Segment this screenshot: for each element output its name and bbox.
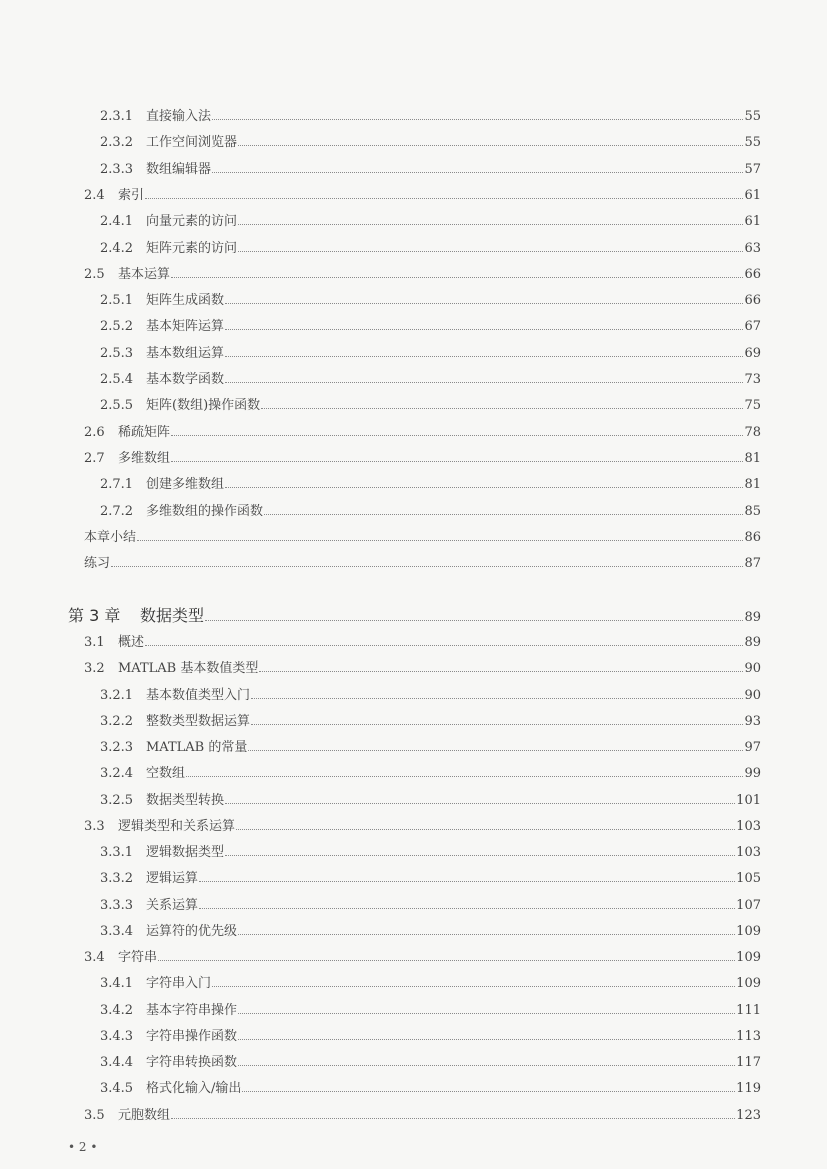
toc-entry [84, 529, 761, 547]
toc-entry-number: 第 3 章 [68, 606, 121, 625]
toc-entry [100, 1028, 761, 1046]
toc-entry-number: 2.5.2 [100, 319, 134, 335]
toc-entry [84, 634, 761, 652]
toc-entry-title: 字符串入门 [146, 976, 212, 992]
dot-leader [236, 829, 735, 830]
toc-entry-title: 运算符的优先级 [146, 923, 238, 939]
toc-entry-page: 119 [736, 1081, 761, 1097]
dot-leader [225, 382, 743, 383]
toc-entry-page: 85 [744, 503, 761, 519]
toc-entry-number: 3.2.5 [100, 792, 134, 808]
toc-entry-title: 基本数值类型入门 [146, 687, 251, 703]
toc-entry-number: 3.2.3 [100, 740, 134, 755]
toc-entry-title: 数据类型 [140, 606, 205, 625]
toc-entry-number: 3.2.4 [100, 766, 134, 782]
toc-entry-title: 字符串操作函数 [146, 1028, 238, 1044]
toc-entry-number: 2.5.3 [100, 345, 134, 361]
toc-entry [100, 844, 761, 862]
toc-entry-page: 113 [736, 1028, 761, 1044]
toc-entry [100, 476, 761, 494]
toc-entry-page: 117 [736, 1055, 761, 1070]
toc-entry-title: 基本字符串操作 [146, 1002, 238, 1018]
toc-entry-page: 101 [736, 792, 761, 808]
toc-entry [84, 660, 761, 678]
toc-entry-page: 61 [744, 214, 761, 230]
dot-leader [199, 908, 735, 909]
toc-entry-number: 2.7.1 [100, 477, 134, 493]
dot-leader [238, 224, 743, 225]
toc-entry-title: 逻辑运算 [146, 871, 199, 887]
dot-leader [238, 1039, 735, 1040]
toc-entry-number: 3.3.4 [100, 923, 134, 939]
toc-entry-number: 2.3.1 [100, 109, 134, 124]
toc-entry-page: 103 [736, 845, 761, 860]
toc-entry-number: 2.6 [84, 424, 105, 440]
toc-entry-page: 105 [736, 871, 761, 887]
toc-entry-title: 稀疏矩阵 [118, 424, 171, 440]
dot-leader [238, 1065, 735, 1066]
toc-entry-number: 2.7.2 [100, 503, 134, 519]
toc-entry-title: 逻辑类型和关系运算 [118, 818, 236, 834]
toc-entry [100, 713, 761, 731]
toc-entry-page: 90 [744, 687, 761, 703]
dot-leader [225, 303, 743, 304]
toc-entry-title: 工作空间浏览器 [146, 135, 238, 151]
toc-entry [84, 424, 761, 442]
toc-entry-page: 67 [744, 319, 761, 335]
toc-entry-title: 矩阵(数组)操作函数 [146, 398, 261, 414]
toc-entry-title: 字符串 [118, 950, 158, 965]
toc-entry-number: 3.4.2 [100, 1002, 134, 1018]
toc-entry-title: 基本运算 [118, 266, 171, 282]
toc-entry-title: 基本数组运算 [146, 345, 225, 361]
toc-entry-page: 107 [736, 897, 761, 913]
toc-entry-number: 3.3.1 [100, 845, 134, 860]
toc-entry-number: 3.3 [84, 818, 105, 834]
toc-entry-page: 69 [744, 345, 761, 361]
toc-entry [100, 923, 761, 941]
toc-entry-page: 90 [744, 661, 761, 677]
toc-entry-number: 2.4.2 [100, 240, 134, 256]
toc-entry-page: 86 [744, 529, 761, 545]
dot-leader [145, 645, 743, 646]
toc-entry [100, 1054, 761, 1072]
toc-entry-page: 109 [736, 976, 761, 992]
dot-leader [264, 514, 743, 515]
dot-leader [238, 251, 743, 252]
toc-entry-page: 73 [744, 372, 761, 387]
toc-entry-number: 2.4.1 [100, 214, 134, 230]
toc-entry-number: 3.2.1 [100, 687, 134, 703]
dot-leader [158, 960, 735, 961]
toc-entry-number: 3.3.2 [100, 871, 134, 887]
dot-leader [225, 356, 743, 357]
dot-leader [238, 934, 735, 935]
dot-leader [186, 776, 743, 777]
toc-entry-number: 2.5 [84, 266, 105, 282]
toc-entry-page: 61 [744, 187, 761, 203]
toc-entry-number: 2.3.3 [100, 161, 134, 177]
toc-entry-page: 93 [744, 713, 761, 729]
toc-entry-number: 2.5.1 [100, 293, 134, 309]
toc-entry-number: 3.4.3 [100, 1028, 134, 1044]
toc-entry-page: 97 [744, 740, 761, 755]
toc-entry-number: 3.3.3 [100, 897, 134, 913]
dot-leader [205, 620, 743, 621]
toc-entry-title: 练习 [84, 556, 111, 572]
dot-leader [251, 724, 743, 725]
toc-entry-page: 81 [744, 477, 761, 493]
toc-entry-page: 55 [744, 135, 761, 151]
toc-entry [100, 1080, 761, 1098]
toc-entry [100, 739, 761, 757]
toc-entry-page: 57 [744, 161, 761, 177]
toc-entry [100, 345, 761, 363]
toc-entry-number: 3.4.5 [100, 1081, 134, 1097]
dot-leader [212, 172, 743, 173]
toc-entry-page: 78 [744, 424, 761, 440]
dot-leader [225, 329, 743, 330]
toc-entry [84, 266, 761, 284]
toc-entry-number: 2.5.4 [100, 372, 134, 387]
toc-entry-title: 整数类型数据运算 [146, 713, 251, 729]
toc-entry [84, 450, 761, 468]
dot-leader [251, 698, 743, 699]
dot-leader [212, 119, 743, 120]
toc-entry-page: 87 [744, 556, 761, 572]
toc-entry-page: 66 [744, 266, 761, 282]
toc-entry [100, 765, 761, 783]
toc-entry-page: 66 [744, 293, 761, 309]
toc-entry [84, 949, 761, 967]
toc-entry-title: 逻辑数据类型 [146, 845, 225, 860]
toc-entry-page: 109 [736, 923, 761, 939]
toc-entry-title: 空数组 [146, 766, 186, 782]
toc-chapter-entry [68, 607, 761, 627]
toc-entry-title: 关系运算 [146, 897, 199, 913]
toc-entry [100, 134, 761, 152]
toc-entry-title: 多维数组 [118, 450, 171, 466]
dot-leader [137, 540, 743, 541]
toc-entry [100, 240, 761, 258]
toc-entry-number: 2.3.2 [100, 135, 134, 151]
toc-entry-page: 75 [744, 398, 761, 414]
toc-entry-title: 索引 [118, 187, 145, 203]
toc-entry-title: 多维数组的操作函数 [146, 503, 264, 519]
toc-entry [84, 555, 761, 573]
toc-entry [100, 975, 761, 993]
toc-entry-title: 元胞数组 [118, 1107, 171, 1123]
toc-entry-page: 81 [744, 450, 761, 466]
toc-entry-page: 123 [736, 1107, 761, 1123]
toc-entry [100, 1002, 761, 1020]
dot-leader [238, 145, 743, 146]
dot-leader [225, 855, 735, 856]
toc-entry-number: 3.1 [84, 635, 105, 650]
toc-entry-page: 63 [744, 240, 761, 256]
toc-entry-number: 3.5 [84, 1107, 105, 1123]
dot-leader [261, 408, 743, 409]
dot-leader [111, 566, 743, 567]
toc-entry-title: 字符串转换函数 [146, 1055, 238, 1070]
toc-entry-page: 89 [744, 635, 761, 650]
dot-leader [242, 1091, 735, 1092]
toc-entry-title: MATLAB 基本数值类型 [118, 661, 259, 677]
toc-entry [100, 397, 761, 415]
toc-entry-title: 创建多维数组 [146, 477, 225, 493]
toc-entry-title: 数组编辑器 [146, 161, 212, 177]
toc-entry [100, 870, 761, 888]
dot-leader [171, 277, 743, 278]
toc-entry-page: 111 [736, 1002, 761, 1018]
toc-entry [100, 503, 761, 521]
toc-entry-title: 直接输入法 [146, 109, 212, 124]
toc-entry-title: 本章小结 [84, 529, 137, 545]
dot-leader [259, 671, 743, 672]
page-number: • 2 • [68, 1140, 98, 1154]
toc-entry-title: 基本数学函数 [146, 372, 225, 387]
dot-leader [171, 435, 743, 436]
toc-entry [84, 187, 761, 205]
toc-entry-title: 数据类型转换 [146, 792, 225, 808]
toc-entry-page: 55 [744, 109, 761, 124]
toc-entry-number: 3.2 [84, 661, 105, 677]
toc-entry [100, 213, 761, 231]
toc-entry-title: 基本矩阵运算 [146, 319, 225, 335]
dot-leader [145, 198, 743, 199]
toc-entry [100, 687, 761, 705]
toc-entry-number: 3.4 [84, 950, 105, 965]
dot-leader [238, 1013, 735, 1014]
toc-entry [84, 1107, 761, 1125]
toc-entry [100, 371, 761, 389]
toc-entry-title: 格式化输入/输出 [146, 1081, 242, 1097]
toc-entry-title: MATLAB 的常量 [146, 740, 248, 755]
toc-entry [100, 108, 761, 126]
dot-leader [171, 461, 743, 462]
toc-entry-title: 概述 [118, 635, 145, 650]
dot-leader [225, 487, 743, 488]
dot-leader [171, 1118, 735, 1119]
toc-entry-page: 103 [736, 818, 761, 834]
toc-entry [100, 792, 761, 810]
toc-entry-title: 向量元素的访问 [146, 214, 238, 230]
toc-entry [100, 161, 761, 179]
dot-leader [225, 803, 735, 804]
toc-entry-page: 89 [744, 610, 761, 625]
dot-leader [248, 750, 743, 751]
toc-entry-page: 99 [744, 766, 761, 782]
toc-entry-number: 2.4 [84, 187, 105, 203]
dot-leader [212, 986, 735, 987]
toc-entry [100, 292, 761, 310]
toc-entry-title: 矩阵生成函数 [146, 293, 225, 309]
toc-entry-number: 3.4.4 [100, 1055, 134, 1070]
toc-entry-number: 3.4.1 [100, 976, 134, 992]
toc-entry-page: 109 [736, 950, 761, 965]
toc-entry-number: 3.2.2 [100, 713, 134, 729]
toc-entry-number: 2.5.5 [100, 398, 134, 414]
toc-entry-number: 2.7 [84, 450, 105, 466]
dot-leader [199, 881, 735, 882]
toc-entry-title: 矩阵元素的访问 [146, 240, 238, 256]
toc-entry [84, 818, 761, 836]
toc-entry [100, 318, 761, 336]
toc-entry [100, 897, 761, 915]
